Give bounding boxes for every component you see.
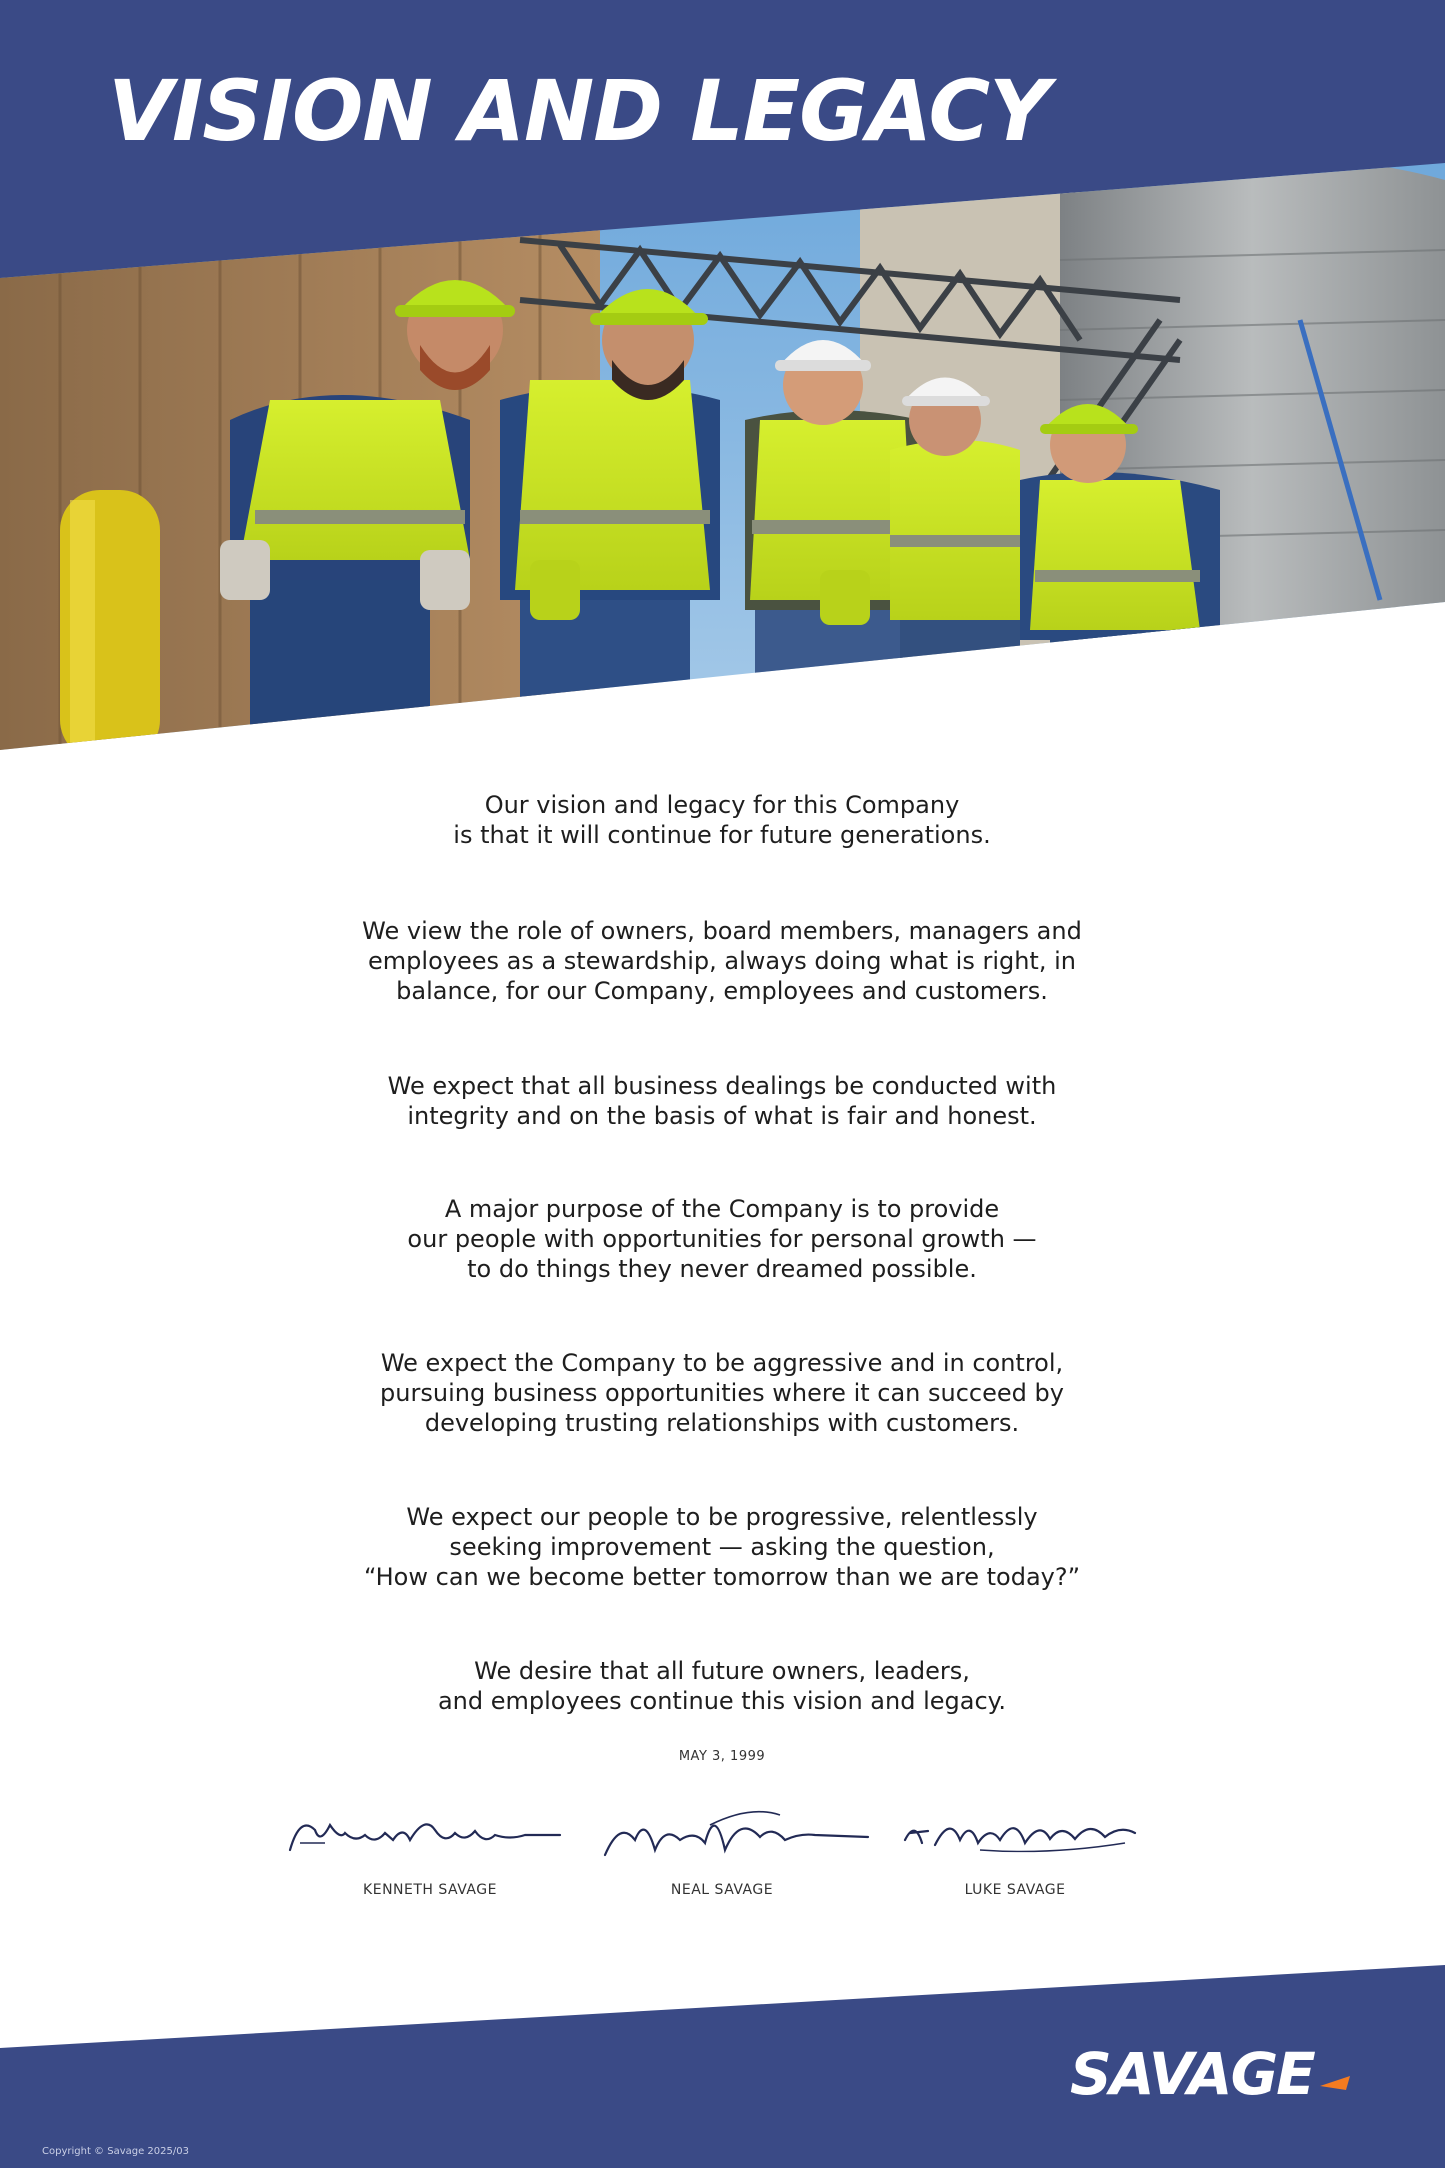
statement-1	[222, 790, 1222, 850]
signature-neal-savage	[600, 1795, 870, 1875]
statement-line: pursuing business opportunities where it can succeed by	[380, 1379, 1064, 1407]
statement-line: and employees continue this vision and legacy.	[437, 1687, 1007, 1715]
statement-6	[222, 1502, 1222, 1592]
signature-kenneth-savage	[285, 1795, 565, 1865]
statement-line: We view the role of owners, board members, managers and	[362, 917, 1082, 945]
statement-3	[222, 1071, 1222, 1131]
page-title: VISION AND LEGACY	[108, 62, 1050, 160]
statement-line: seeking improvement — asking the question,	[449, 1533, 995, 1561]
statement-line: We expect that all business dealings be conducted with	[387, 1072, 1057, 1100]
statement-line: “How can we become better tomorrow than we are today?”	[363, 1563, 1081, 1591]
statement-line: We desire that all future owners, leaders,	[474, 1657, 970, 1685]
statement-line: A major purpose of the Company is to provide	[444, 1195, 1000, 1223]
statement-line: Our vision and legacy for this Company	[484, 791, 960, 819]
luke-signature-icon	[900, 1795, 1150, 1865]
kenneth-signature-icon	[285, 1795, 565, 1865]
statement-7	[222, 1656, 1222, 1716]
neal-signature-icon	[600, 1795, 870, 1875]
statement-line: integrity and on the basis of what is fair and honest.	[407, 1102, 1037, 1130]
statement-5	[222, 1348, 1222, 1438]
statement-line: employees as a stewardship, always doing what is right, in	[368, 947, 1076, 975]
logo-text: SAVAGE	[1070, 2040, 1314, 2108]
signatory-name: NEAL SAVAGE	[670, 1882, 774, 1898]
statement-line: balance, for our Company, employees and customers.	[396, 977, 1048, 1005]
statement-4	[222, 1194, 1222, 1284]
statement-2	[222, 916, 1222, 1006]
signatory-name: KENNETH SAVAGE	[363, 1882, 497, 1898]
statement-line: developing trusting relationships with customers.	[424, 1409, 1020, 1437]
statement-line: our people with opportunities for personal growth —	[407, 1225, 1037, 1253]
statement-line: to do things they never dreamed possible.	[467, 1255, 977, 1283]
signature-luke-savage	[900, 1795, 1150, 1865]
statement-line: We expect our people to be progressive, relentlessly	[406, 1503, 1038, 1531]
savage-logo[interactable]	[1070, 2040, 1380, 2120]
statement-line: is that it will continue for future generations.	[453, 821, 991, 849]
signatory-name: LUKE SAVAGE	[964, 1882, 1066, 1898]
date: MAY 3, 1999	[678, 1749, 766, 1764]
logo-swoosh-icon	[1318, 2064, 1352, 2094]
statement-line: We expect the Company to be aggressive and in control,	[380, 1349, 1064, 1377]
copyright: Copyright © Savage 2025/03	[42, 2146, 189, 2157]
